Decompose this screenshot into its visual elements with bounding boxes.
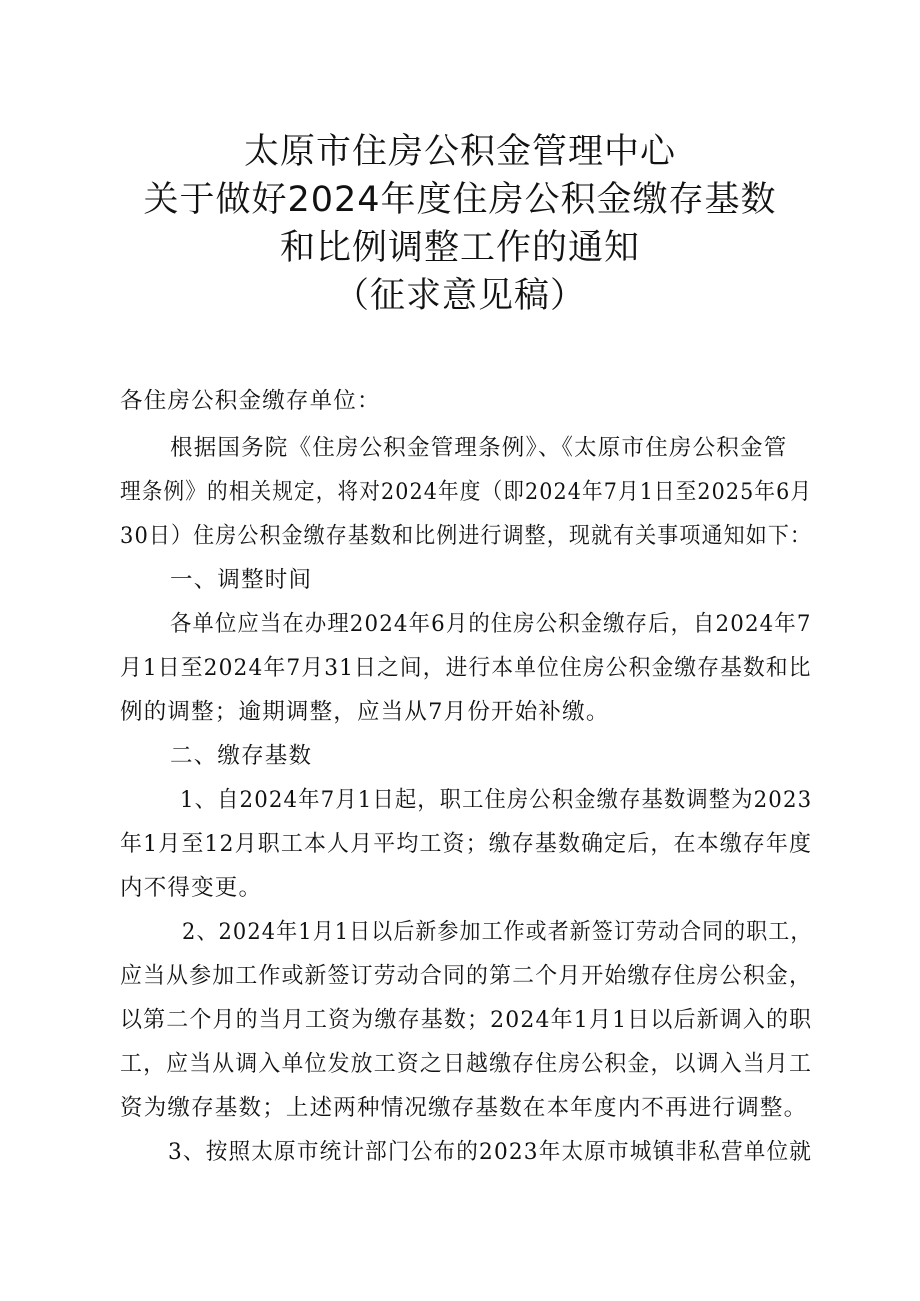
title-line-1: 太原市住房公积金管理中心 — [243, 132, 676, 172]
section-2-item-2-line-3: 以第二个月的当月工资为缴存基数；2024年1月1日以后新调入的职 — [120, 1007, 813, 1033]
section-1-line-1: 各单位应当在办理2024年6月的住房公积金缴存后，自2024年7 — [170, 611, 812, 637]
section-2-item-2-line-4: 工，应当从调入单位发放工资之日越缴存住房公积金，以调入当月工 — [120, 1051, 813, 1077]
section-1-line-3: 例的调整；逾期调整，应当从7月份开始补缴。 — [120, 699, 610, 725]
section-2-item-1-line-3: 内不得变更。 — [120, 875, 263, 901]
section-2-item-1-line-1: 1、自2024年7月1日起，职工住房公积金缴存基数调整为2023 — [180, 787, 813, 813]
title-line-4: （征求意见稿） — [333, 276, 586, 316]
section-2-item-2-line-5: 资为缴存基数；上述两种情况缴存基数在本年度内不再进行调整。 — [120, 1095, 808, 1121]
section-1-line-2: 月1日至2024年7月31日之间，进行本单位住房公积金缴存基数和比 — [120, 655, 812, 681]
section-2-item-2-line-2: 应当从参加工作或新签订劳动合同的第二个月开始缴存住房公积金， — [120, 963, 813, 989]
intro-line-3: 30日）住房公积金缴存基数和比例进行调整，现就有关事项通知如下： — [120, 523, 813, 549]
title-line-3: 和比例调整工作的通知 — [279, 228, 640, 268]
intro-line-1: 根据国务院《住房公积金管理条例》、《太原市住房公积金管 — [170, 435, 788, 461]
section-2-item-1-line-2: 年1月至12月职工本人月平均工资；缴存基数确定后，在本缴存年度 — [120, 831, 813, 857]
section-1-heading: 一、调整时间 — [170, 567, 313, 593]
title-line-2: 关于做好2024年度住房公积金缴存基数 — [143, 180, 777, 220]
section-2-item-3-line-1: 3、按照太原市统计部门公布的2023年太原市城镇非私营单位就 — [168, 1139, 813, 1165]
section-2-heading: 二、缴存基数 — [170, 743, 313, 769]
section-2-item-2-line-1: 2、2024年1月1日以后新参加工作或者新签订劳动合同的职工， — [182, 919, 813, 945]
intro-line-2: 理条例》的相关规定，将对2024年度（即2024年7月1日至2025年6月 — [120, 479, 813, 505]
salutation: 各住房公积金缴存单位： — [120, 388, 381, 414]
document-title — [0, 128, 920, 320]
